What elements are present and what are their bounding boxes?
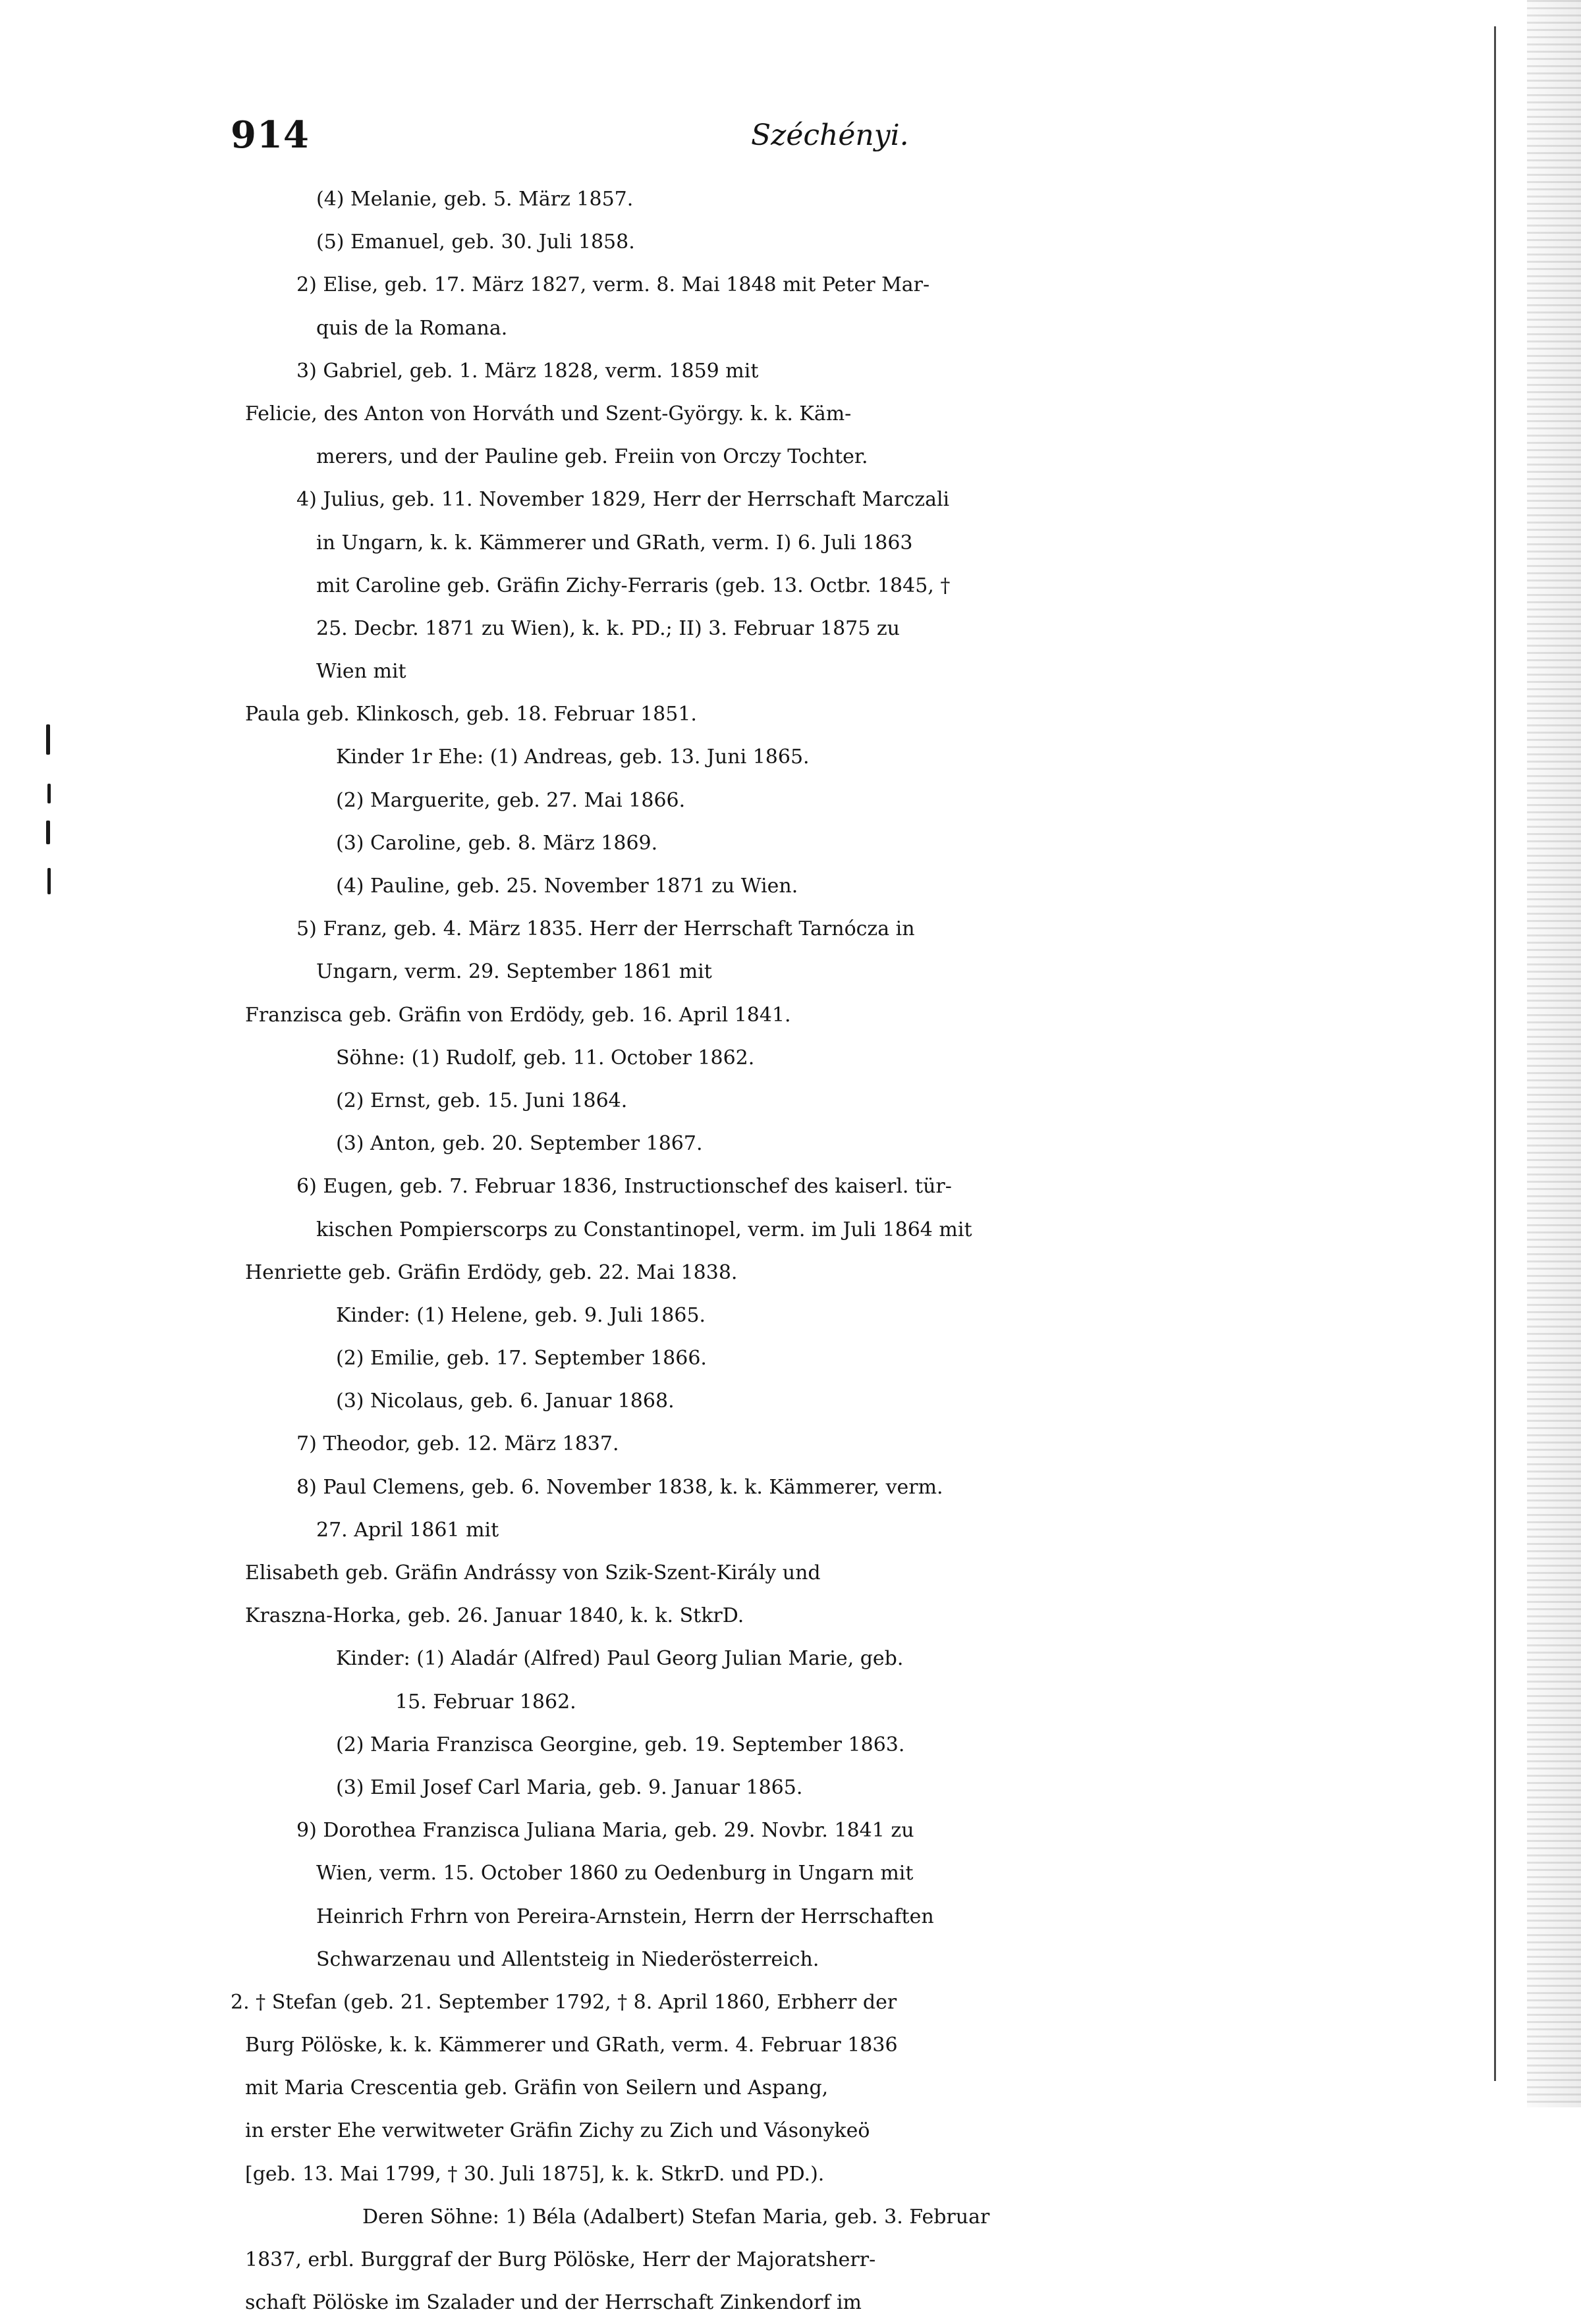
- running-head: Széchényi.: [751, 119, 909, 152]
- text-line: 25. Decbr. 1871 zu Wien), k. k. PD.; II) 3. Februar 1875 zu: [316, 616, 900, 640]
- text-line: Söhne: (1) Rudolf, geb. 11. October 1862.: [336, 1046, 755, 1069]
- text-line: (2) Maria Franzisca Georgine, geb. 19. September 1863.: [336, 1733, 905, 1756]
- text-line: mit Caroline geb. Gräfin Zichy-Ferraris (geb. 13. Octbr. 1845, †: [316, 574, 951, 597]
- text-line: Henriette geb. Gräfin Erdödy, geb. 22. Mai 1838.: [245, 1260, 738, 1284]
- text-line: 6) Eugen, geb. 7. Februar 1836, Instructionschef des kaiserl. tür-: [296, 1175, 952, 1199]
- text-line: 5) Franz, geb. 4. März 1835. Herr der Herrschaft Tarnócza in: [296, 917, 915, 941]
- text-line: 1837, erbl. Burggraf der Burg Pölöske, Herr der Majoratsherr-: [245, 2248, 876, 2271]
- text-line: Wien, verm. 15. October 1860 zu Oedenburg in Ungarn mit: [316, 1862, 914, 1885]
- text-line: Burg Pölöske, k. k. Kämmerer und GRath, verm. 4. Februar 1836: [245, 2034, 898, 2057]
- page-fold-line: [1494, 26, 1496, 2081]
- text-line: 7) Theodor, geb. 12. März 1837.: [296, 1432, 619, 1456]
- text-line: 2. † Stefan (geb. 21. September 1792, † 8. April 1860, Erbherr der: [231, 1990, 897, 2014]
- text-line: (3) Anton, geb. 20. September 1867.: [336, 1132, 703, 1156]
- text-line: (4) Melanie, geb. 5. März 1857.: [316, 188, 634, 211]
- text-line: 9) Dorothea Franzisca Juliana Maria, geb. 29. Novbr. 1841 zu: [296, 1819, 914, 1843]
- text-line: Kraszna-Horka, geb. 26. Januar 1840, k. k. StkrD.: [245, 1604, 744, 1628]
- text-line: Felicie, des Anton von Horváth und Szent-György. k. k. Käm-: [245, 402, 852, 425]
- text-line: Franzisca geb. Gräfin von Erdödy, geb. 16. April 1841.: [245, 1003, 791, 1027]
- text-line: (2) Marguerite, geb. 27. Mai 1866.: [336, 788, 686, 812]
- text-line: mit Maria Crescentia geb. Gräfin von Seilern und Aspang,: [245, 2076, 829, 2100]
- scan-speck: [47, 784, 51, 803]
- text-line: (5) Emanuel, geb. 30. Juli 1858.: [316, 230, 635, 254]
- text-line: 8) Paul Clemens, geb. 6. November 1838, k. k. Kämmerer, verm.: [296, 1475, 943, 1499]
- text-line: Deren Söhne: 1) Béla (Adalbert) Stefan Maria, geb. 3. Februar: [362, 2205, 990, 2229]
- text-line: 4) Julius, geb. 11. November 1829, Herr der Herrschaft Marczali: [296, 488, 950, 512]
- text-line: Elisabeth geb. Gräfin Andrássy von Szik-Szent-Király und: [245, 1561, 821, 1584]
- text-line: Ungarn, verm. 29. September 1861 mit: [316, 960, 712, 984]
- text-line: Kinder: (1) Aladár (Alfred) Paul Georg Julian Marie, geb.: [336, 1647, 904, 1671]
- text-line: 3) Gabriel, geb. 1. März 1828, verm. 1859 mit: [296, 359, 759, 383]
- text-line: merers, und der Pauline geb. Freiin von Orczy Tochter.: [316, 445, 868, 469]
- text-line: kischen Pompierscorps zu Constantinopel, verm. im Juli 1864 mit: [316, 1218, 972, 1241]
- text-line: (3) Nicolaus, geb. 6. Januar 1868.: [336, 1390, 675, 1413]
- text-line: Heinrich Frhrn von Pereira-Arnstein, Herrn der Herrschaften: [316, 1905, 934, 1928]
- text-line: Wien mit: [316, 660, 406, 684]
- page-header: [231, 113, 1429, 159]
- text-line: in erster Ehe verwitweter Gräfin Zichy zu Zich und Vásonykeö: [245, 2119, 870, 2143]
- text-line: 2) Elise, geb. 17. März 1827, verm. 8. Mai 1848 mit Peter Mar-: [296, 273, 930, 297]
- text-line: Kinder 1r Ehe: (1) Andreas, geb. 13. Juni 1865.: [336, 745, 810, 769]
- scan-speck: [46, 724, 50, 755]
- text-line: (4) Pauline, geb. 25. November 1871 zu Wien.: [336, 875, 798, 898]
- text-line: 27. April 1861 mit: [316, 1518, 499, 1542]
- text-line: 15. Februar 1862.: [395, 1690, 576, 1714]
- text-line: Schwarzenau und Allentsteig in Niederösterreich.: [316, 1947, 819, 1971]
- scan-speck: [46, 821, 50, 844]
- text-line: schaft Pölöske im Szalader und der Herrschaft Zinkendorf im: [245, 2291, 862, 2315]
- adjacent-page-gutter: [1527, 0, 1581, 2107]
- text-line: (2) Ernst, geb. 15. Juni 1864.: [336, 1089, 628, 1112]
- text-line: quis de la Romana.: [316, 316, 508, 340]
- text-line: (2) Emilie, geb. 17. September 1866.: [336, 1347, 707, 1370]
- text-line: Kinder: (1) Helene, geb. 9. Juli 1865.: [336, 1303, 706, 1327]
- text-line: (3) Emil Josef Carl Maria, geb. 9. Januar 1865.: [336, 1775, 803, 1799]
- text-line: (3) Caroline, geb. 8. März 1869.: [336, 831, 658, 855]
- text-line: [geb. 13. Mai 1799, † 30. Juli 1875], k. k. StkrD. und PD.).: [245, 2162, 825, 2186]
- genealogy-text: [231, 178, 1429, 2324]
- scan-speck: [47, 868, 51, 894]
- text-line: in Ungarn, k. k. Kämmerer und GRath, verm. I) 6. Juli 1863: [316, 531, 913, 554]
- text-line: Paula geb. Klinkosch, geb. 18. Februar 1851.: [245, 703, 697, 726]
- page-number: 914: [231, 113, 310, 157]
